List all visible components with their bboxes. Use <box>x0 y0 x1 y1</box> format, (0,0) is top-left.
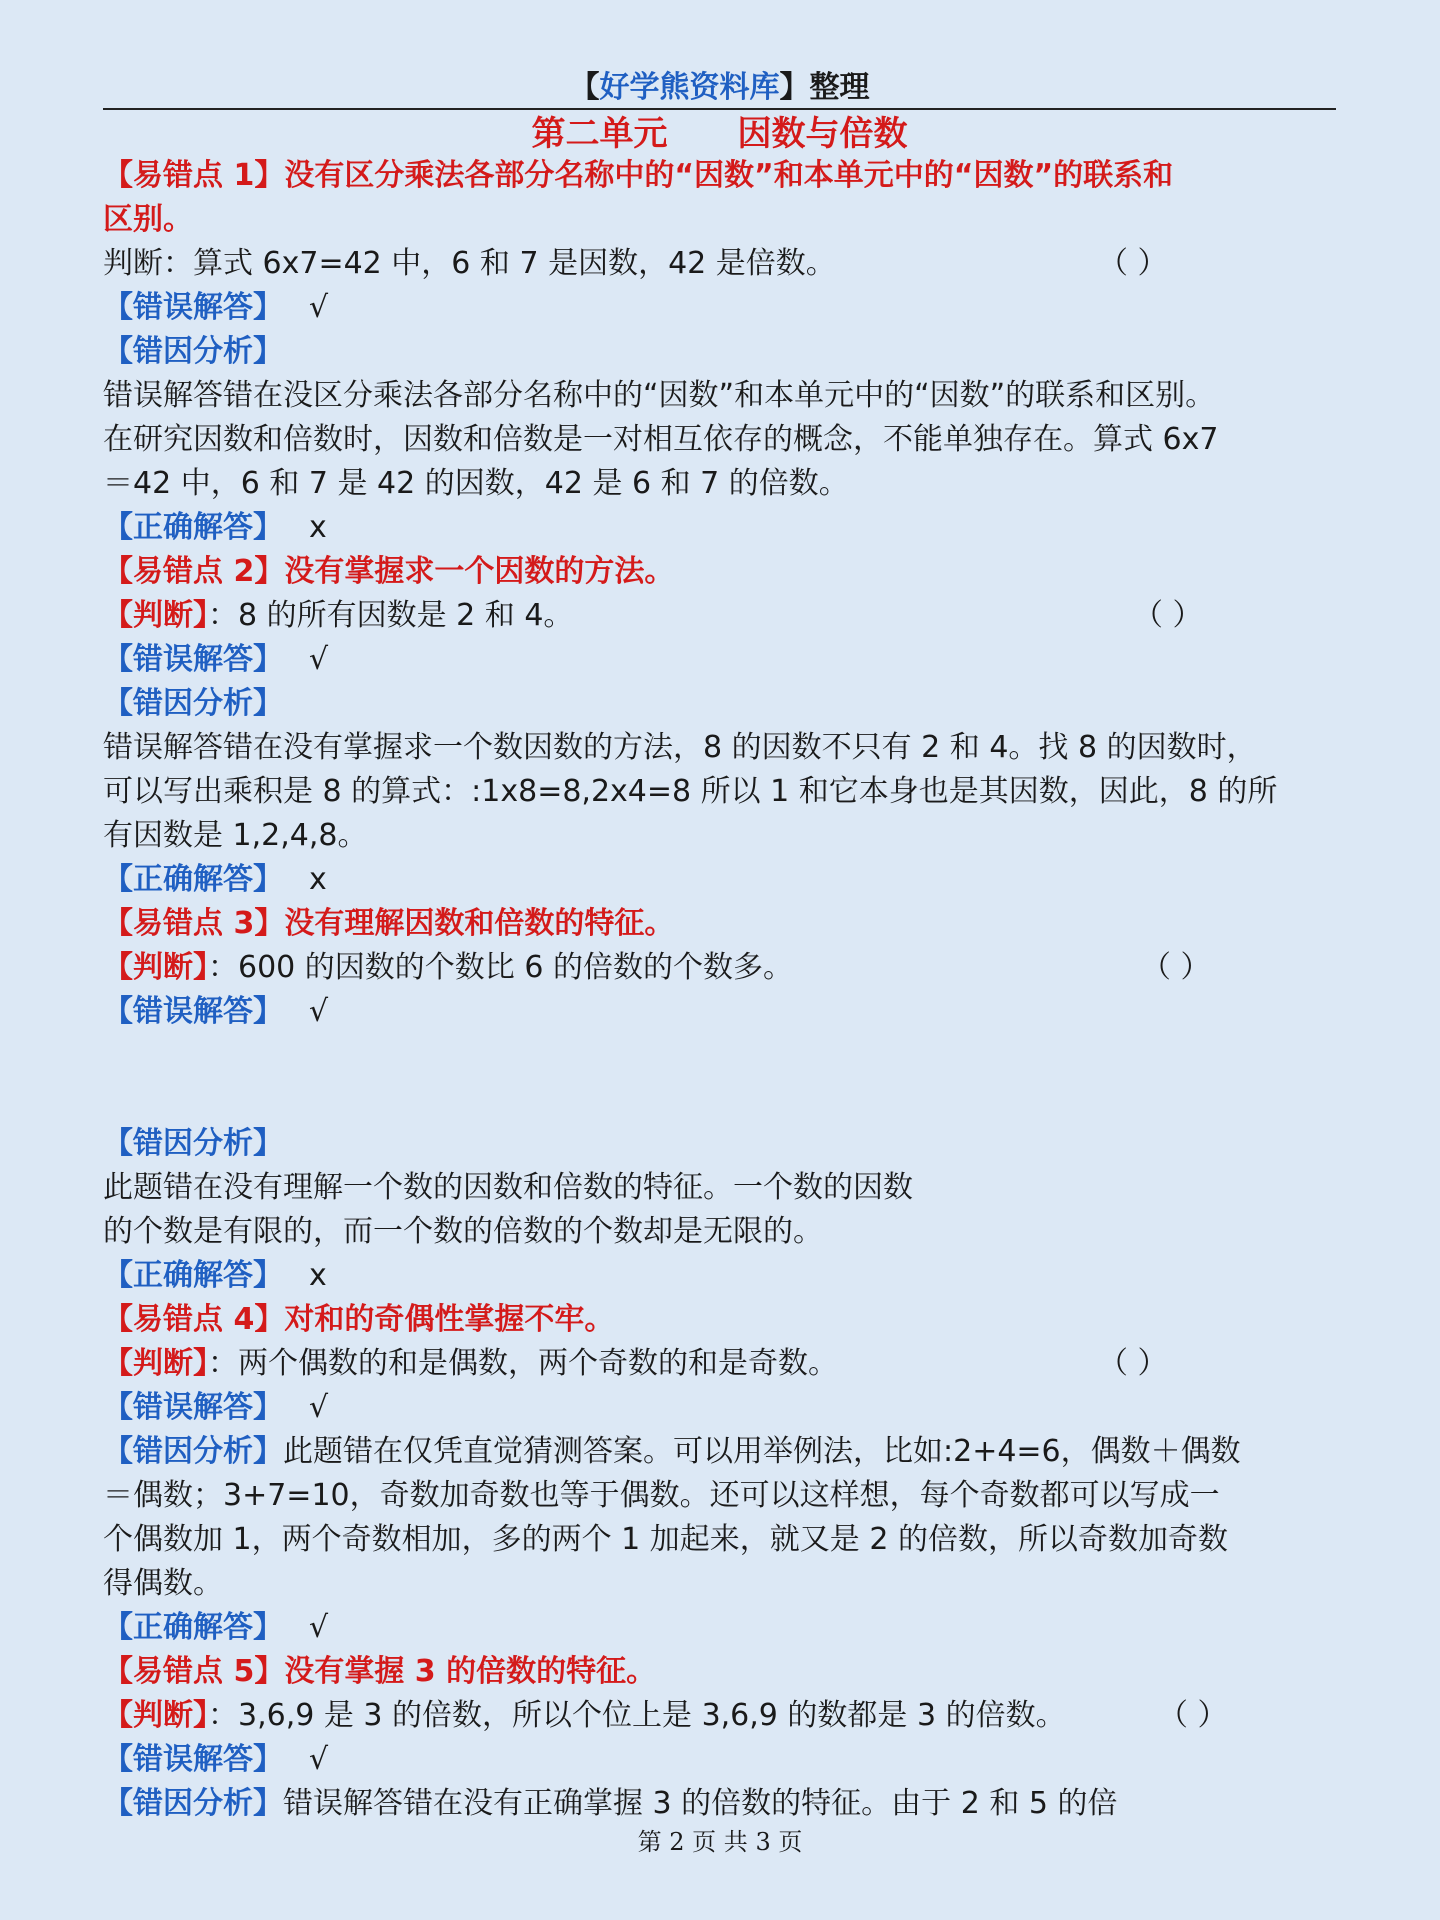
p2-question-text: ：8 的所有因数是 2 和 4。 <box>208 598 574 633</box>
p1-analysis-line-3: ＝42 中，6 和 7 是 42 的因数，42 是 6 和 7 的倍数。 <box>103 466 849 501</box>
p4-question-text: ：两个偶数的和是偶数，两个奇数的和是奇数。 <box>208 1346 838 1381</box>
p3-heading: 【易错点 3】没有理解因数和倍数的特征。 <box>103 906 675 941</box>
p1-analysis-line-1: 错误解答错在没区分乘法各部分名称中的“因数”和本单元中的“因数”的联系和区别。 <box>103 378 1216 413</box>
title-topic: 因数与倍数 <box>737 114 908 154</box>
p2-answer-blank: （ ） <box>1133 598 1203 633</box>
p2-question <box>103 594 1343 638</box>
p2-heading: 【易错点 2】没有掌握求一个因数的方法。 <box>103 554 675 589</box>
p5-question <box>103 1694 1343 1738</box>
page-header <box>103 66 1336 110</box>
p3-question <box>103 946 1343 990</box>
p1-wrong-mark: √ <box>309 290 329 325</box>
p1-wrong-answer <box>103 286 1343 330</box>
p5-analysis-first: 错误解答错在没有正确掌握 3 的倍数的特征。由于 2 和 5 的倍 <box>283 1786 1118 1821</box>
p1-heading-line-1: 【易错点 1】没有区分乘法各部分名称中的“因数”和本单元中的“因数”的联系和 <box>103 158 1174 193</box>
p4-right-mark: √ <box>309 1610 329 1645</box>
p5-wrong-label: 【错误解答】 <box>103 1742 283 1777</box>
p1-heading-line-2: 区别。 <box>103 202 193 237</box>
p1-analysis-label: 【错因分析】 <box>103 334 283 369</box>
p4-wrong-answer <box>103 1386 1343 1430</box>
p4-right-answer <box>103 1606 1343 1650</box>
p4-judge-label: 【判断】 <box>103 1346 208 1381</box>
p2-right-mark: x <box>309 862 327 897</box>
page-footer: 第 2 页 共 3 页 <box>637 1828 803 1856</box>
p4-wrong-mark: √ <box>309 1390 329 1425</box>
p3-wrong-answer <box>103 990 1343 1034</box>
p4-analysis-line-3: 个偶数加 1，两个奇数相加，多的两个 1 加起来，就又是 2 的倍数，所以奇数加奇数 <box>103 1522 1228 1557</box>
p2-wrong-answer <box>103 638 1343 682</box>
p3-judge-label: 【判断】 <box>103 950 208 985</box>
header-bracket-close: 】 <box>779 70 810 105</box>
p4-heading: 【易错点 4】对和的奇偶性掌握不牢。 <box>103 1302 615 1337</box>
p2-right-answer <box>103 858 1343 902</box>
p1-right-label: 【正确解答】 <box>103 510 283 545</box>
p2-analysis-label: 【错因分析】 <box>103 686 283 721</box>
p5-analysis-line-1 <box>103 1782 1343 1826</box>
p3-question-text: ：600 的因数的个数比 6 的倍数的个数多。 <box>208 950 793 985</box>
p4-answer-blank: （ ） <box>1098 1346 1168 1381</box>
p1-answer-blank: （ ） <box>1098 246 1168 281</box>
p3-analysis-label: 【错因分析】 <box>103 1126 283 1161</box>
p5-analysis-label: 【错因分析】 <box>103 1786 283 1821</box>
p2-judge-label: 【判断】 <box>103 598 208 633</box>
p2-wrong-mark: √ <box>309 642 329 677</box>
p2-analysis-line-2: 可以写出乘积是 8 的算式：:1x8=8,2x4=8 所以 1 和它本身也是其因数，因此，8 的所 <box>103 774 1278 809</box>
document-body <box>103 154 1343 1826</box>
p4-analysis-line-1 <box>103 1430 1343 1474</box>
p2-wrong-label: 【错误解答】 <box>103 642 283 677</box>
p3-analysis-line-1: 此题错在没有理解一个数的因数和倍数的特征。一个数的因数 <box>103 1170 913 1205</box>
p4-analysis-line-4: 得偶数。 <box>103 1566 223 1601</box>
p4-analysis-line-2: ＝偶数；3+7=10，奇数加奇数也等于偶数。还可以这样想，每个奇数都可以写成一 <box>103 1478 1220 1513</box>
p1-question-text: 判断：算式 6x7=42 中，6 和 7 是因数，42 是倍数。 <box>103 246 836 281</box>
p4-analysis-label: 【错因分析】 <box>103 1434 283 1469</box>
p3-right-mark: x <box>309 1258 327 1293</box>
p3-wrong-mark: √ <box>309 994 329 1029</box>
p1-right-answer <box>103 506 1343 550</box>
p1-analysis-line-2: 在研究因数和倍数时，因数和倍数是一对相互依存的概念，不能单独存在。算式 6x7 <box>103 422 1219 457</box>
p5-wrong-answer <box>103 1738 1343 1782</box>
p4-question <box>103 1342 1343 1386</box>
p3-right-answer <box>103 1254 1343 1298</box>
header-bracket-open: 【 <box>569 70 600 105</box>
p5-heading: 【易错点 5】没有掌握 3 的倍数的特征。 <box>103 1654 657 1689</box>
p4-analysis-first: 此题错在仅凭直觉猜测答案。可以用举例法，比如:2+4=6，偶数＋偶数 <box>283 1434 1241 1469</box>
p1-wrong-label: 【错误解答】 <box>103 290 283 325</box>
p3-wrong-label: 【错误解答】 <box>103 994 283 1029</box>
p5-question-text: ：3,6,9 是 3 的倍数，所以个位上是 3,6,9 的数都是 3 的倍数。 <box>208 1698 1066 1733</box>
p5-wrong-mark: √ <box>309 1742 329 1777</box>
p2-analysis-line-3: 有因数是 1,2,4,8。 <box>103 818 368 853</box>
p4-right-label: 【正确解答】 <box>103 1610 283 1645</box>
p4-wrong-label: 【错误解答】 <box>103 1390 283 1425</box>
p3-analysis-line-2: 的个数是有限的，而一个数的倍数的个数却是无限的。 <box>103 1214 823 1249</box>
p2-analysis-line-1: 错误解答错在没有掌握求一个数因数的方法，8 的因数不只有 2 和 4。找 8 的因数时， <box>103 730 1257 765</box>
p3-answer-blank: （ ） <box>1141 950 1211 985</box>
p5-answer-blank: （ ） <box>1158 1698 1228 1733</box>
page-title <box>103 110 1336 158</box>
p1-question <box>103 242 1343 286</box>
spacer <box>103 1034 1343 1122</box>
p2-right-label: 【正确解答】 <box>103 862 283 897</box>
p1-right-mark: x <box>309 510 327 545</box>
header-suffix: 整理 <box>809 70 870 105</box>
p3-right-label: 【正确解答】 <box>103 1258 283 1293</box>
header-brand: 好学熊资料库 <box>599 70 780 105</box>
p5-judge-label: 【判断】 <box>103 1698 208 1733</box>
title-unit: 第二单元 <box>531 114 668 154</box>
